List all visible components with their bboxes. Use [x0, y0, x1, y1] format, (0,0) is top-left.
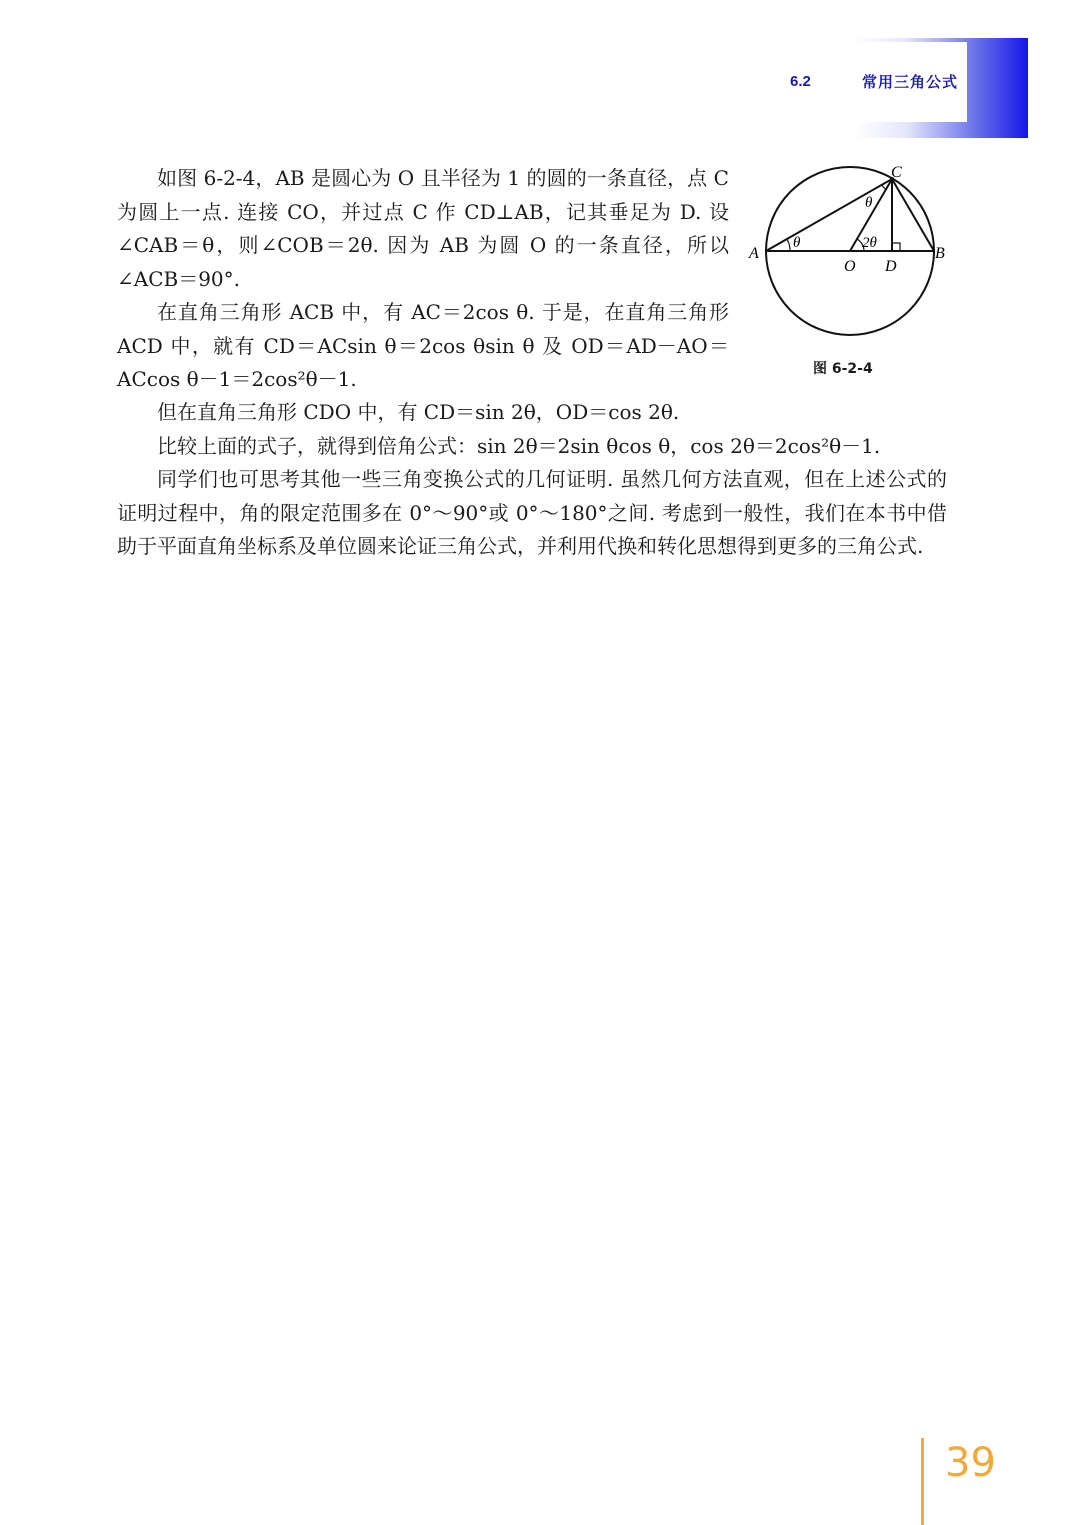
label-theta-c: θ: [865, 195, 873, 211]
section-title: 常用三角公式: [862, 73, 959, 91]
label-theta-a: θ: [793, 235, 801, 251]
label-o: O: [844, 258, 856, 275]
paragraph-2: 在直角三角形 ACB 中，有 AC＝2cos θ. 于是，在直角三角形 ACD 中，就有 CD＝ACsin θ＝2cos θsin θ 及 OD＝AD－AO＝ACcos θ－1＝2cos²θ－1.: [117, 300, 729, 391]
paragraph-4: 比较上面的式子，就得到倍角公式：sin 2θ＝2sin θcos θ，cos 2θ＝2cos²θ－1.: [157, 433, 881, 458]
label-two-theta: 2θ: [862, 235, 877, 251]
label-b: B: [935, 245, 945, 262]
angle-arc-a: [787, 239, 790, 251]
label-a: A: [749, 245, 759, 262]
page-number: 39: [945, 1440, 996, 1486]
segment-cb: [892, 179, 934, 251]
paragraph-5: 同学们也可思考其他一些三角变换公式的几何证明. 虽然几何方法直观，但在上述公式的证明过程中，角的限定范围多在 0°～90°或 0°～180°之间. 考虑到一般性，我们在本书中借助于平面直角坐标系及单位圆来论证三角公式，并利用代换和转化思想得到更多的三角公式.: [117, 467, 947, 558]
paragraph-3: 但在直角三角形 CDO 中，有 CD＝sin 2θ，OD＝cos 2θ.: [157, 400, 680, 424]
figure-caption: 图 6-2-4: [813, 361, 873, 377]
text-block-upper: [117, 162, 729, 397]
label-c: C: [891, 164, 902, 181]
page-number-rule: [921, 1438, 924, 1525]
figure-circle-diagram: [745, 162, 955, 382]
paragraph-1: 如图 6-2-4，AB 是圆心为 O 且半径为 1 的圆的一条直径，点 C 为圆上一点. 连接 CO，并过点 C 作 CD⊥AB，记其垂足为 D. 设∠CAB＝θ，则∠COB＝2θ. 因为 AB 为圆 O 的一条直径，所以∠ACB＝90°.: [117, 166, 729, 291]
text-block-lower: [117, 396, 947, 564]
right-angle-mark: [892, 243, 900, 251]
label-d: D: [885, 258, 897, 275]
section-number: 6.2: [790, 73, 811, 90]
circle-diagram: [745, 162, 955, 362]
